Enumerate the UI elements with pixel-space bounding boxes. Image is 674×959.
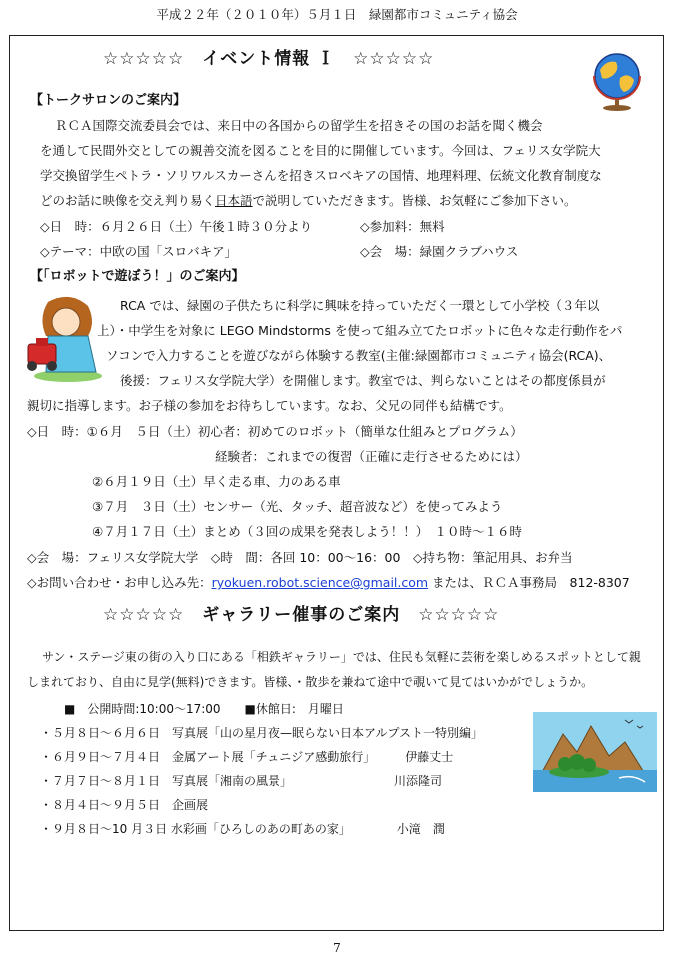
gallery-hours: ■ 公開時間:10:00～17:00 ■休館日: 月曜日: [64, 702, 344, 716]
robot-text-line: 上）・中学生を対象に LEGO Mindstorms を使って組み立てたロボットに色々な走行動作をパ: [97, 323, 623, 338]
contact-email-link[interactable]: ryokuen.robot.science@gmail.com: [211, 575, 429, 590]
talk-date: ◇日 時：６月２６日（土）午後１時３０分より: [40, 219, 313, 234]
gallery-item: ・５月８日～６月６日 写真展「山の星月夜—眠らない日本アルプスト一特別編」: [40, 726, 484, 740]
talk-text-line: [40, 192, 577, 210]
robot-text-line: ソコンで入力することを遊びながら体験する教室(主催:緑園都市コミュニティ協会(RCA)、: [106, 348, 612, 363]
talk-salon-heading: 【トークサロンのご案内】: [30, 93, 187, 108]
robot-info: ◇会 場：フェリス女学院大学 ◇時 間：各回 10：00～16：00 ◇持ち物：筆記用具、お弁当: [27, 550, 573, 565]
gallery-text-line: サン・ステージ東の街の入り口にある「相鉄ギャラリー」では、住民も気軽に芸術を楽しめるスポットとして親: [42, 650, 641, 664]
child-robot-illustration: [18, 292, 106, 384]
talk-theme: ◇テーマ：中欧の国「スロバキア」: [40, 244, 238, 259]
page-header: 平成２２年（２０１０年）５月１日 緑園都市コミュニティ協会: [156, 7, 518, 22]
robot-text-line: 後援：フェリス女学院大学）を開催します。教室では、判らないことはその都度係員が: [120, 373, 606, 388]
landscape-illustration: [533, 712, 657, 792]
robot-schedule-1b: 経験者：これまでの復習（正確に走行させるためには）: [215, 449, 528, 464]
robot-heading: 【「ロボットで遊ぼう！」のご案内】: [30, 269, 245, 284]
talk-venue: ◇会 場：緑園クラブハウス: [360, 244, 519, 259]
gallery-item: ・９月８日～10 月３日 水彩画「ひろしのあの町あの家」 小滝 潤: [40, 822, 445, 836]
robot-text-line: RCA では、緑園の子供たちに科学に興味を持っていただく一環として小学校（３年以: [120, 298, 600, 313]
talk-text-underlined: 日本語: [215, 193, 253, 208]
talk-text-part: どのお話に映像を交え判り易く: [40, 193, 216, 208]
robot-schedule-1: ◇日 時：①６月 ５日（土）初心者：初めてのロボット（簡単な仕組みとプログラム）: [27, 424, 523, 439]
robot-schedule-2: ②６月１９日（土）早く走る車、力のある車: [92, 474, 341, 489]
talk-fee: ◇参加料：無料: [360, 219, 445, 234]
contact-label: ◇お問い合わせ・お申し込み先：: [27, 575, 212, 590]
event-title: ☆☆☆☆☆ イベント情報 Ｉ ☆☆☆☆☆: [103, 49, 435, 69]
gallery-item: ・６月９日～７月４日 金属アート展「チュニジア感動旅行」 伊藤丈士: [40, 750, 454, 764]
talk-text-line: ＲＣＡ国際交流委員会では、来日中の各国からの留学生を招きその国のお話を聞く機会: [55, 118, 543, 133]
robot-schedule-4: ④７月１７日（土）まとめ（３回の成果を発表しよう！！） １０時～１６時: [92, 524, 522, 539]
talk-text-part: で説明していただきます。皆様、お気軽にご参加下さい。: [252, 193, 577, 208]
talk-text-line: を通して民間外交としての親善交流を図ることを目的に開催しています。今回は、フェリス女学院大: [40, 143, 601, 158]
robot-contact: [27, 574, 630, 592]
gallery-text-line: しまれており、自由に見学(無料)できます。皆様、・散歩を兼ねて途中で覗いて見てはいかがでしょうか。: [27, 675, 594, 689]
robot-text-line: 親切に指導します。お子様の参加をお待ちしています。なお、父兄の同伴も結構です。: [27, 398, 512, 413]
gallery-title: ☆☆☆☆☆ ギャラリー催事のご案内 ☆☆☆☆☆: [103, 605, 500, 625]
globe-icon: [586, 50, 648, 112]
robot-schedule-3: ③７月 ３日（土）センサー（光、タッチ、超音波など）を使ってみよう: [92, 499, 503, 514]
gallery-item: ・７月７日～８月１日 写真展「湘南の風景」 川添隆司: [40, 774, 443, 788]
contact-office: または、ＲＣＡ事務局 812-8307: [428, 575, 630, 590]
gallery-item: ・８月４日～９月５日 企画展: [40, 798, 209, 812]
talk-text-line: 学交換留学生ペトラ・ソリワルスカーさんを招きスロベキアの国情、地理料理、伝統文化教育制度な: [40, 168, 602, 183]
page-number: 7: [333, 941, 341, 955]
